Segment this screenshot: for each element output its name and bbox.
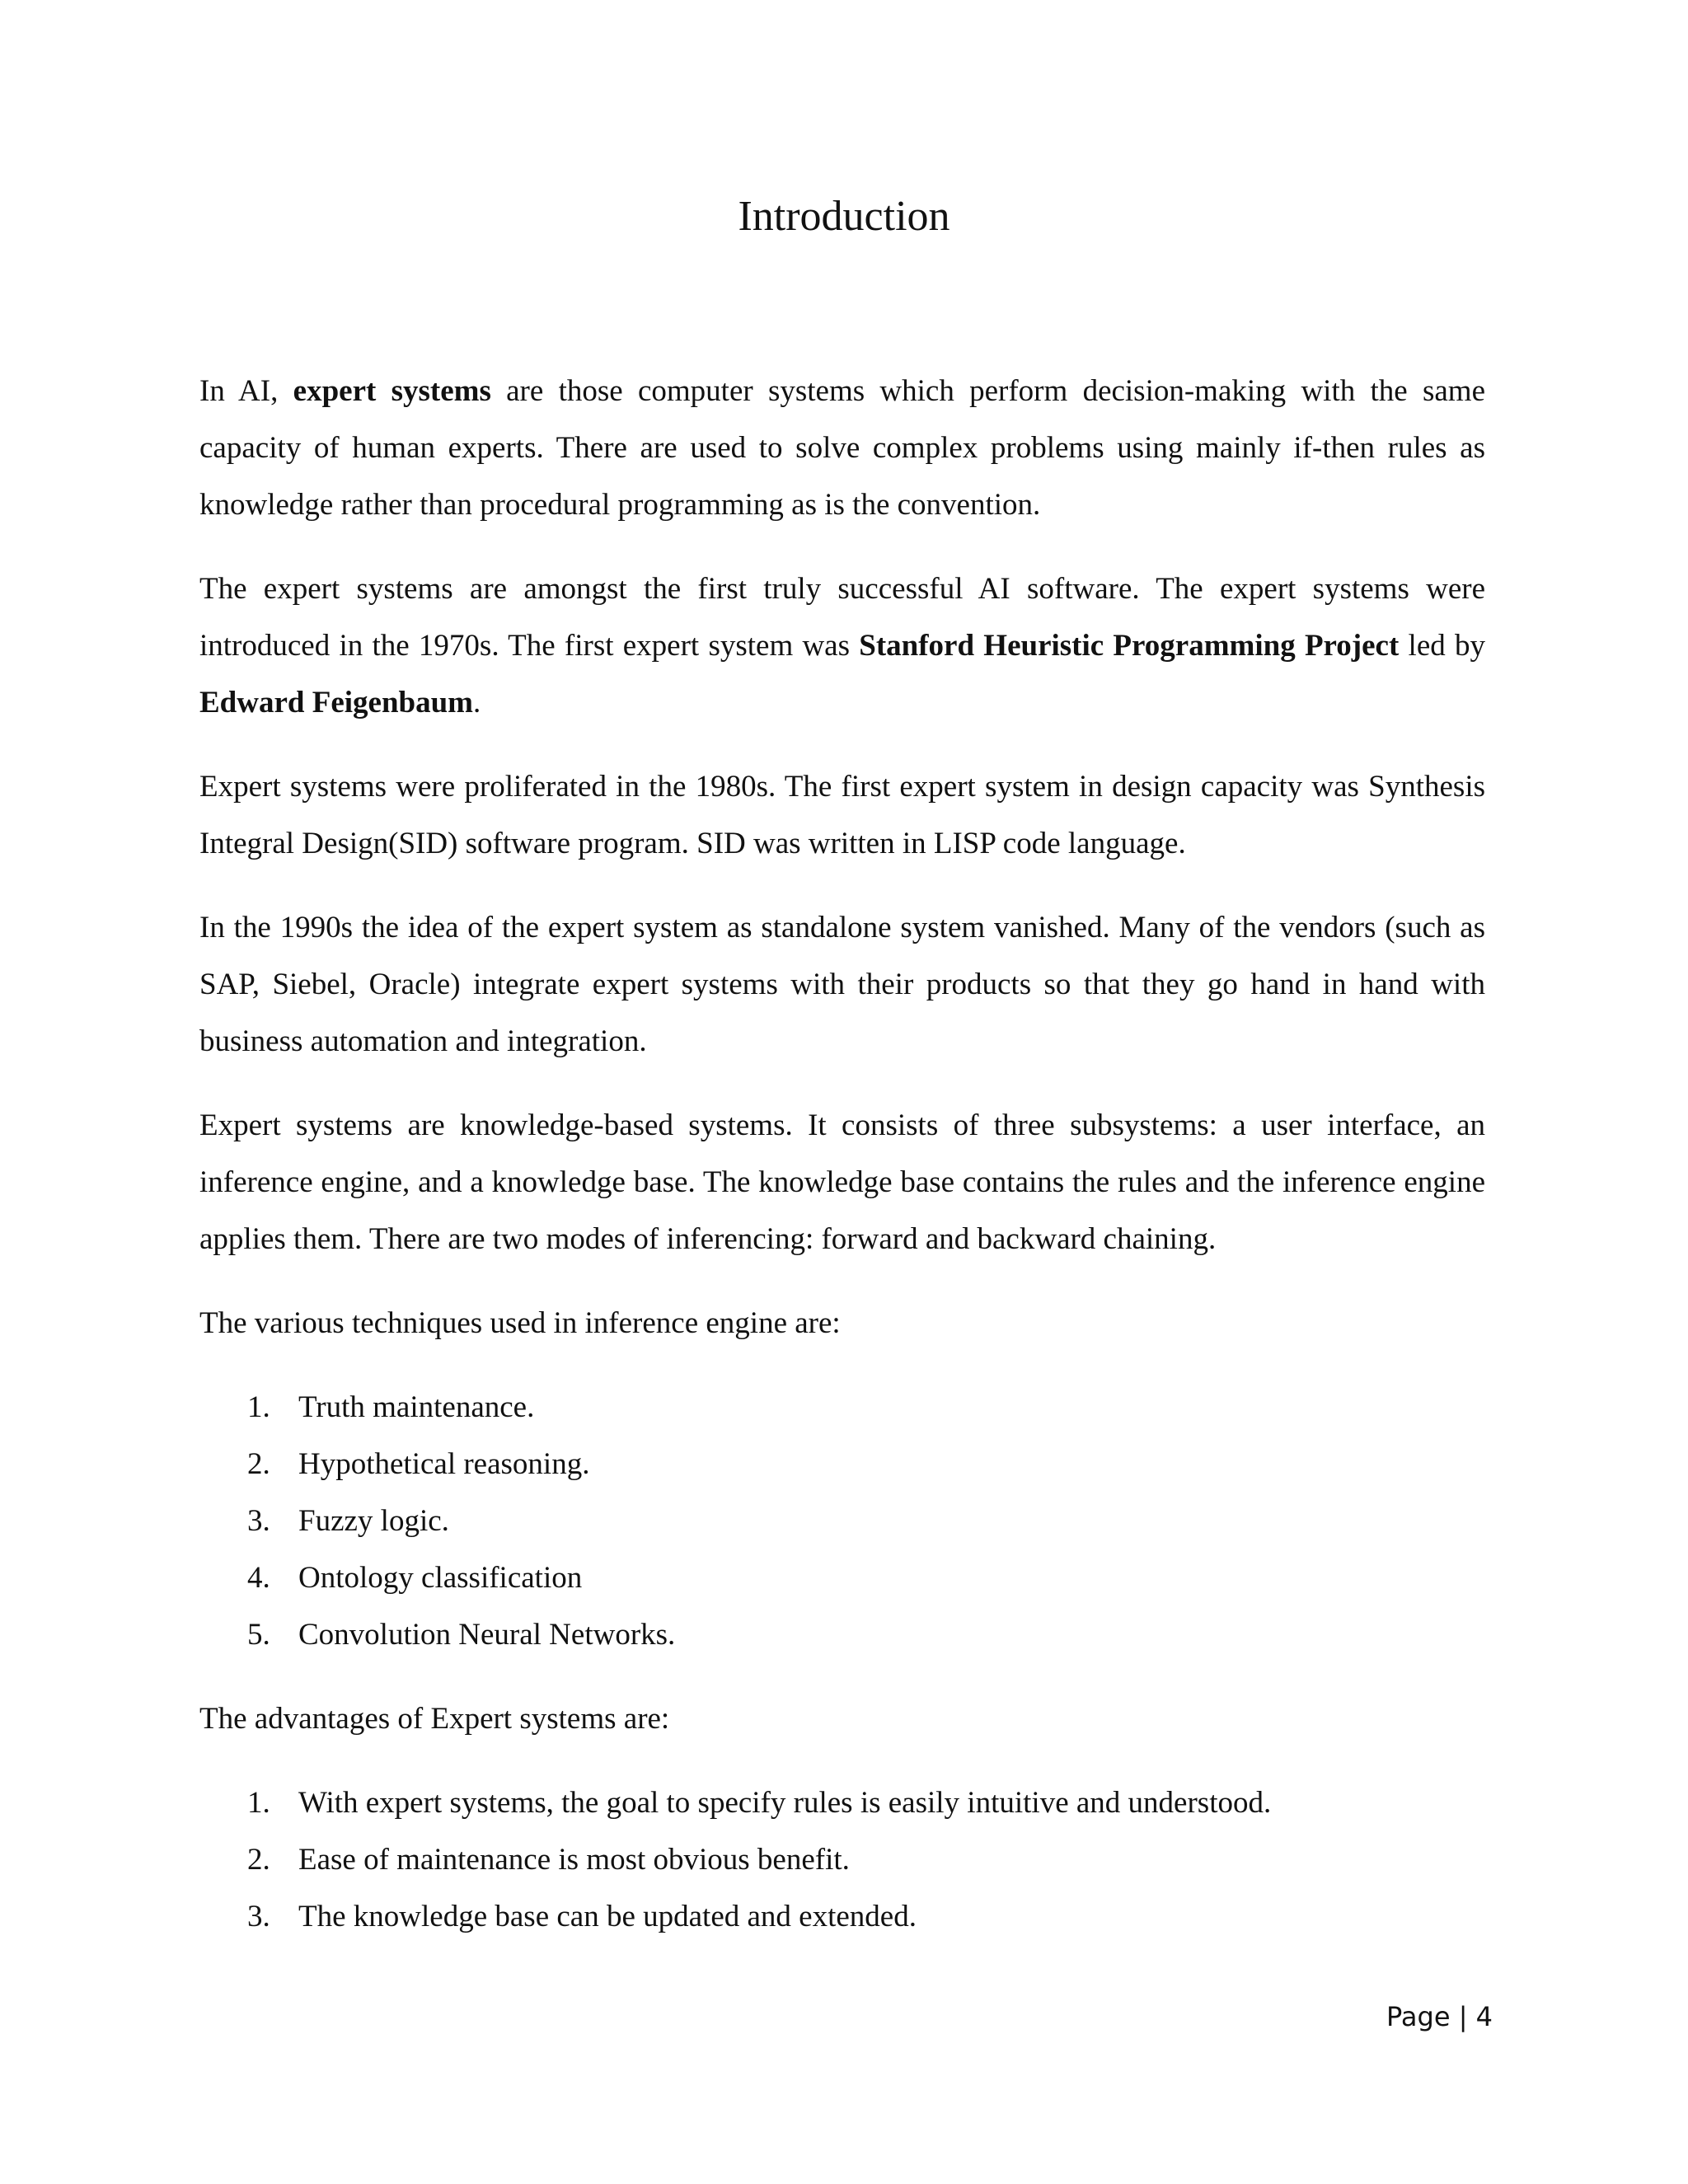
advantages-list xyxy=(199,1774,1485,1945)
paragraph-subsystems: Expert systems are knowledge-based systems. It consists of three subsystems: a user interface, an inference engine, and a knowledge base. The knowledge base contains the rules and the inference engine applies them. There are two modes of inferencing: forward and backward chaining. xyxy=(199,1108,1485,1256)
paragraph-techniques-intro: The various techniques used in inference engine are: xyxy=(199,1306,841,1340)
list-item-text: Truth maintenance. xyxy=(298,1390,535,1424)
paragraph-1990s: In the 1990s the idea of the expert system as standalone system vanished. Many of the vendors (such as SAP, Siebel, Oracle) integrate expert systems with their products so that they go hand in hand with business automation and integration. xyxy=(199,911,1485,1058)
page-title: Introduction xyxy=(738,193,950,240)
paragraph-text: are those computer systems which perform decision-making with the same capacity of human experts. There are used to solve complex problems using mainly if-then rules as knowledge rather than procedural programming as is the convention. xyxy=(199,374,1486,522)
list-item-text: Convolution Neural Networks. xyxy=(298,1618,676,1652)
list-item xyxy=(199,1831,1485,1888)
list-item xyxy=(199,1379,1485,1436)
list-item xyxy=(199,1493,1485,1549)
paragraph-text: . xyxy=(473,686,481,719)
list-item-text: Ontology classification xyxy=(298,1561,583,1595)
list-item xyxy=(199,1606,1485,1663)
list-item-text: Ease of maintenance is most obvious benefit. xyxy=(298,1843,850,1877)
list-item-text: With expert systems, the goal to specify rules is easily intuitive and understood. xyxy=(298,1786,1272,1820)
list-item xyxy=(199,1436,1485,1493)
list-item xyxy=(199,1774,1485,1831)
page-number-footer: Page | 4 xyxy=(1386,2001,1493,2032)
paragraph-history xyxy=(199,560,1485,731)
list-number: 3. xyxy=(247,1900,270,1933)
list-number: 5. xyxy=(247,1618,270,1652)
bold-term: Stanford Heuristic Programming Project xyxy=(859,629,1400,663)
paragraph-text: The expert systems are amongst the first truly successful AI software. The expert systems were introduced in the 1970s. The first expert system was xyxy=(199,572,1485,663)
paragraph-text: In AI, xyxy=(199,374,293,408)
list-item-text: The knowledge base can be updated and extended. xyxy=(298,1900,917,1933)
list-number: 3. xyxy=(247,1504,270,1538)
bold-term: Edward Feigenbaum xyxy=(199,686,474,719)
list-item-text: Fuzzy logic. xyxy=(298,1504,449,1538)
list-item xyxy=(199,1549,1485,1606)
techniques-list xyxy=(199,1379,1485,1663)
list-number: 1. xyxy=(247,1786,270,1820)
list-item-text: Hypothetical reasoning. xyxy=(298,1447,590,1481)
list-number: 1. xyxy=(247,1390,270,1424)
paragraph-intro xyxy=(199,363,1485,533)
list-number: 2. xyxy=(247,1447,270,1481)
list-item xyxy=(199,1888,1485,1945)
bold-term: expert systems xyxy=(293,374,491,408)
list-number: 4. xyxy=(247,1561,270,1595)
paragraph-1980s: Expert systems were proliferated in the 1980s. The first expert system in design capacity was Synthesis Integral Design(SID) software program. SID was written in LISP code language. xyxy=(199,770,1485,860)
body-content xyxy=(199,363,1485,1972)
list-number: 2. xyxy=(247,1843,270,1877)
paragraph-text: led by xyxy=(1399,629,1485,663)
paragraph-advantages-intro: The advantages of Expert systems are: xyxy=(199,1702,670,1736)
